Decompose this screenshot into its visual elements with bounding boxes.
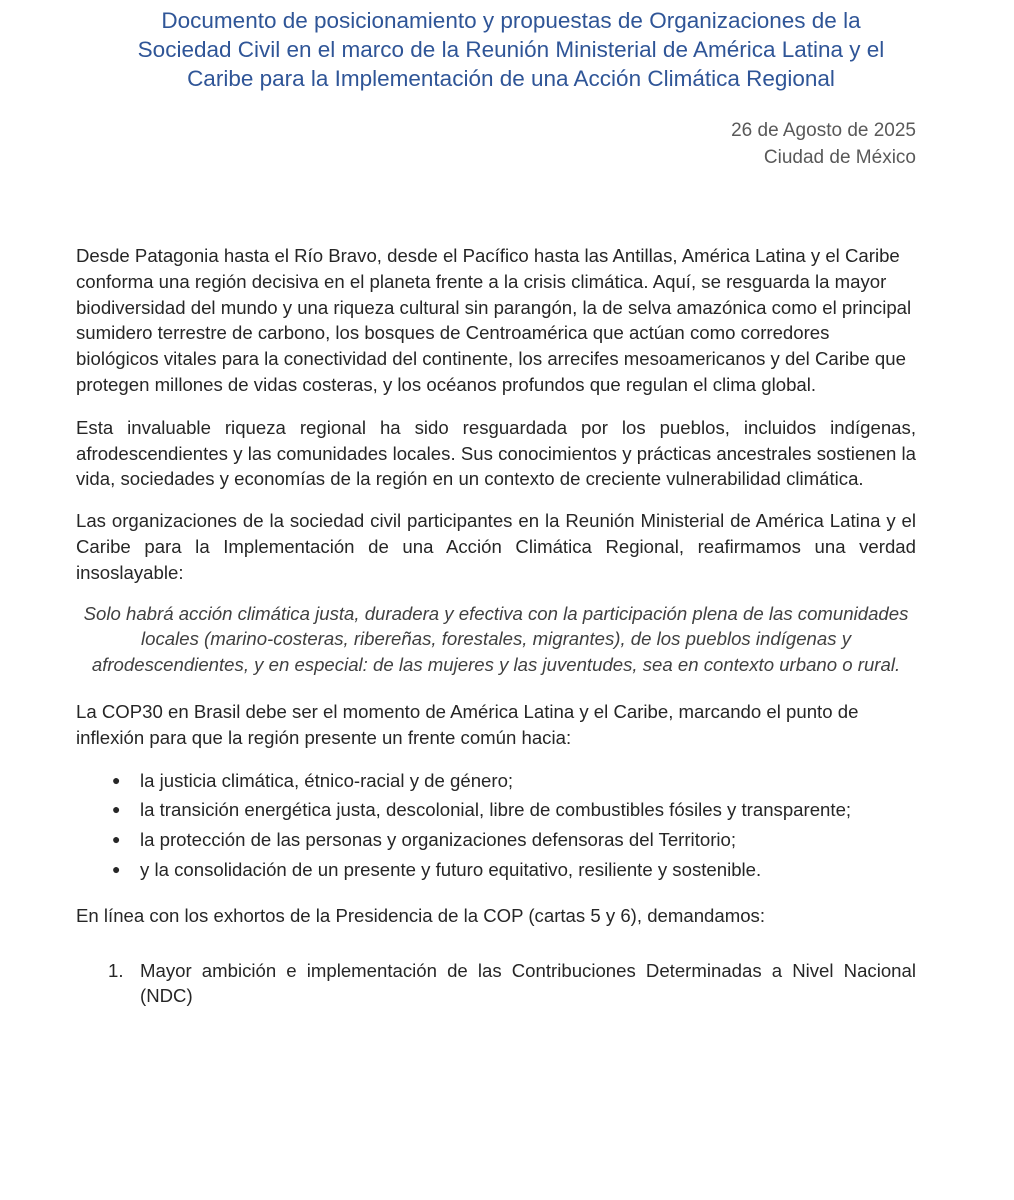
paragraph-demands: En línea con los exhortos de la Presidencia de la COP (cartas 5 y 6), demandamos: (76, 904, 766, 926)
title-line: Sociedad Civil en el marco de la Reunión Ministerial de América Latina y el (137, 37, 885, 62)
paragraph-organizations: Las organizaciones de la sociedad civil participantes en la Reunión Ministerial de América Latina y el Caribe para la Implementación de una Acción Climática Regional, reafirmamos una verdad insoslayable: (76, 510, 916, 583)
bullet-icon: ● (112, 831, 121, 848)
bullet-icon: ● (112, 771, 121, 788)
item-number: 1. (108, 959, 124, 981)
title-line: Caribe para la Implementación de una Acción Climática Regional (187, 66, 835, 91)
key-statement-quote: Solo habrá acción climática justa, duradera y efectiva con la participación plena de las comunidades locales (marino-costeras, ribereñas, forestales, migrantes), de los pueblos indígenas y afrodescendientes, y en especial: de las mujeres y las juventudes, sea en contexto urbano o rural. (83, 602, 909, 676)
paragraph-richness: Esta invaluable riqueza regional ha sido resguardada por los pueblos, incluidos indígenas, afrodescendientes y las comunidades locales. Sus conocimientos y prácticas ancestrales sostienen la vida, sociedades y economías de la región en un contexto de creciente vulnerabilidad climática. (76, 416, 916, 490)
bullet-icon: ● (112, 801, 121, 818)
list-item-text: y la consolidación de un presente y futuro equitativo, resiliente y sostenible. (140, 858, 762, 880)
numbered-item-text: Mayor ambición e implementación de las Contribuciones Determinadas a Nivel Nacional (NDC) (140, 959, 916, 1007)
list-item (76, 827, 916, 853)
priorities-list (76, 768, 916, 883)
list-item (76, 768, 916, 794)
paragraph-cop30: La COP30 en Brasil debe ser el momento de América Latina y el Caribe, marcando el punto de inflexión para que la región presente un frente común hacia: (76, 700, 859, 748)
list-item-text: la protección de las personas y organizaciones defensoras del Territorio; (140, 829, 737, 851)
paragraph-intro: Desde Patagonia hasta el Río Bravo, desde el Pacífico hasta las Antillas, América Latina y el Caribe conforma una región decisiva en el planeta frente a la crisis climática. Aquí, se resguarda la mayor biodiversidad del mundo y una riqueza cultural sin parangón, la de selva amazónica como el principal sumidero terrestre de carbono, los bosques de Centroamérica que actúan como corredores biológicos vitales para la conectividad del continente, los arrecifes mesoamericanos y del Caribe que protegen millones de vidas costeras, y los océanos profundos que regulan el clima global. (76, 245, 912, 395)
document-title (76, 6, 946, 93)
numbered-item (76, 958, 916, 1010)
list-item-text: la justicia climática, étnico-racial y de género; (140, 769, 514, 791)
list-item (76, 797, 916, 823)
list-item (76, 857, 916, 883)
bullet-icon: ● (112, 860, 121, 877)
list-item-text: la transición energética justa, descolonial, libre de combustibles fósiles y transparente; (140, 799, 852, 821)
document-place: Ciudad de México (763, 147, 916, 168)
title-line: Documento de posicionamiento y propuestas de Organizaciones de la (161, 8, 861, 33)
date-location (76, 117, 916, 171)
document-date: 26 de Agosto de 2025 (731, 120, 916, 141)
demands-list (76, 958, 916, 1010)
